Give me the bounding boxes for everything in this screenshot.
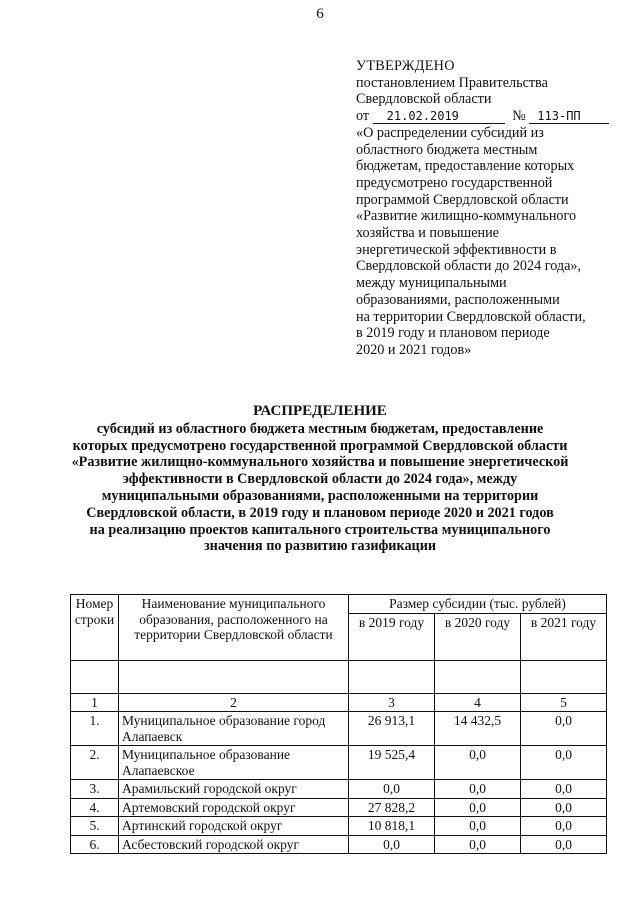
title-line: значения по развитию газификации [203, 538, 437, 555]
approval-subject-line: бюджетам, предоставление которых [356, 158, 575, 175]
approval-subject-line: предусмотрено государственной [356, 174, 553, 191]
row-number: 4. [71, 798, 119, 817]
subsidy-2019: 27 828,2 [349, 798, 435, 817]
municipality-name: Артемовский городской округ [119, 798, 349, 817]
table-header-row [71, 595, 607, 614]
approval-subject-line: образованиями, расположенными [356, 291, 560, 308]
subsidy-2019: 0,0 [349, 835, 435, 854]
row-number: 1. [71, 712, 119, 746]
column-index: 5 [521, 693, 607, 712]
table-row [71, 746, 607, 780]
approval-line: постановлением Правительства [356, 74, 548, 91]
title-line: эффективности в Свердловской области до 2024 года», между [122, 471, 518, 488]
header-year-2021: в 2021 году [521, 613, 607, 660]
date-prefix: от [356, 108, 370, 125]
row-number: 3. [71, 780, 119, 799]
subsidy-2021: 0,0 [521, 712, 607, 746]
table-spacer-row [71, 660, 607, 693]
document-title [20, 403, 620, 555]
approval-block [356, 58, 626, 359]
row-number: 2. [71, 746, 119, 780]
spacer-cell [435, 660, 521, 693]
column-index: 3 [349, 693, 435, 712]
header-subsidy-size: Размер субсидии (тыс. рублей) [349, 595, 607, 614]
municipality-name: Арамильский городской округ [119, 780, 349, 799]
municipality-name: Муниципальное образование город Алапаевск [119, 712, 349, 746]
spacer-cell [71, 660, 119, 693]
subsidy-2021: 0,0 [521, 798, 607, 817]
title-line: муниципальными образованиями, расположенными на территории [101, 487, 539, 504]
municipality-name: Муниципальное образование Алапаевское [119, 746, 349, 780]
subsidy-2020: 0,0 [435, 835, 521, 854]
decree-date-number [356, 108, 626, 125]
title-line: которых предусмотрено государственной программой Свердловской области [72, 437, 568, 454]
subsidy-2021: 0,0 [521, 835, 607, 854]
title-line: Свердловской области, в 2019 году и плановом периоде 2020 и 2021 годов [86, 504, 554, 521]
subsidy-2020: 0,0 [435, 780, 521, 799]
page-number: 6 [316, 6, 324, 22]
header-row-number: Номер строки [71, 595, 119, 661]
subsidy-2019: 19 525,4 [349, 746, 435, 780]
subsidy-2020: 0,0 [435, 746, 521, 780]
subsidies-table [70, 594, 607, 854]
title-line: «Развитие жилищно-коммунального хозяйства и повышение энергетической [71, 454, 569, 471]
header-year-2020: в 2020 году [435, 613, 521, 660]
decree-number: 113-ПП [529, 109, 609, 124]
approval-subject-line: на территории Свердловской области, [356, 308, 586, 325]
table-row [71, 835, 607, 854]
table-row [71, 780, 607, 799]
subsidy-2019: 0,0 [349, 780, 435, 799]
approval-subject-line: «О распределении субсидий из [356, 124, 544, 141]
column-index-row [71, 693, 607, 712]
subsidy-2020: 14 432,5 [435, 712, 521, 746]
approval-subject-line: энергетической эффективности в [356, 241, 557, 258]
approval-subject-line: «Развитие жилищно-коммунального [356, 208, 577, 225]
approval-subject-line: между муниципальными [356, 275, 507, 292]
spacer-cell [119, 660, 349, 693]
row-number: 5. [71, 817, 119, 836]
column-index: 2 [119, 693, 349, 712]
subsidy-2021: 0,0 [521, 780, 607, 799]
title-main: РАСПРЕДЕЛЕНИЕ [253, 403, 387, 419]
approval-subject-line: в 2019 году и плановом периоде [356, 325, 550, 342]
title-line: субсидий из областного бюджета местным бюджетам, предоставление [96, 420, 544, 437]
approval-subject-line: 2020 и 2021 годов» [356, 341, 472, 358]
approval-head: УТВЕРЖДЕНО [356, 58, 455, 74]
subsidy-2020: 0,0 [435, 817, 521, 836]
municipality-name: Асбестовский городской округ [119, 835, 349, 854]
municipality-name: Артинский городской округ [119, 817, 349, 836]
header-year-2019: в 2019 году [349, 613, 435, 660]
title-line: на реализацию проектов капитального строительства муниципального [89, 521, 551, 538]
table-row [71, 817, 607, 836]
approval-subject-line: Свердловской области до 2024 года», [356, 258, 582, 275]
column-index: 1 [71, 693, 119, 712]
subsidy-2020: 0,0 [435, 798, 521, 817]
approval-subject-line: программой Свердловской области [356, 191, 569, 208]
table-row [71, 798, 607, 817]
table-row [71, 712, 607, 746]
decree-date: 21.02.2019 [373, 109, 505, 124]
subsidy-2019: 10 818,1 [349, 817, 435, 836]
spacer-cell [521, 660, 607, 693]
header-municipality: Наименование муниципального образования, расположенного на территории Свердловской области [119, 595, 349, 661]
subsidy-2019: 26 913,1 [349, 712, 435, 746]
column-index: 4 [435, 693, 521, 712]
approval-subject-line: хозяйства и повышение [356, 225, 499, 242]
approval-subject-line: областного бюджета местным [356, 141, 538, 158]
spacer-cell [349, 660, 435, 693]
approval-line: Свердловской области [356, 91, 492, 108]
subsidy-2021: 0,0 [521, 817, 607, 836]
number-prefix: № [512, 108, 526, 125]
subsidy-2021: 0,0 [521, 746, 607, 780]
row-number: 6. [71, 835, 119, 854]
